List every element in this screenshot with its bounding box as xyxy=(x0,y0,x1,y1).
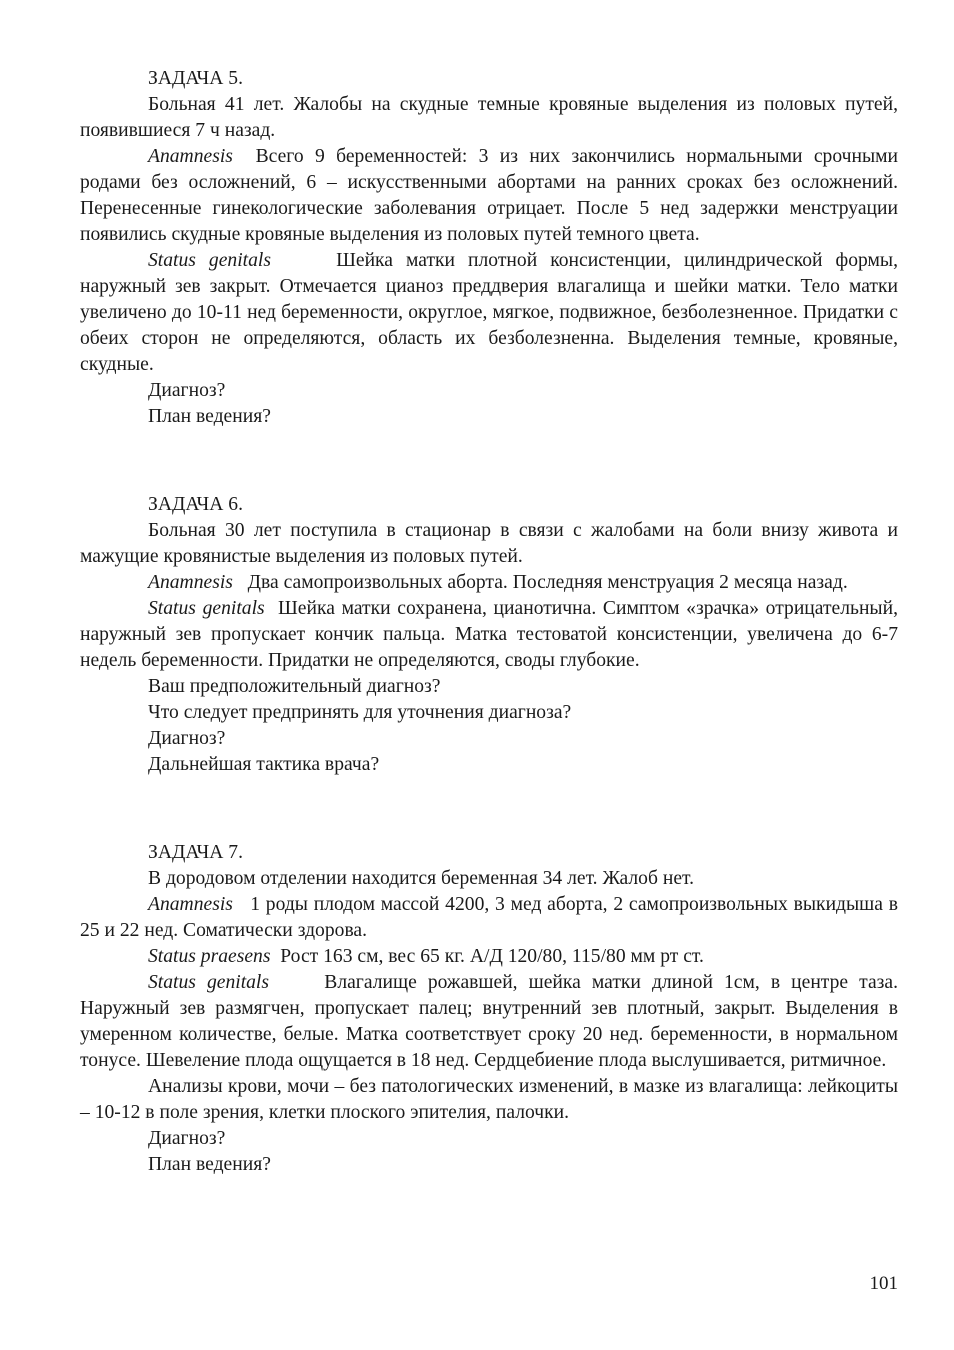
task-status-genitals xyxy=(80,596,898,674)
status-genitals-label: Status genitals xyxy=(148,250,271,271)
task-question: План ведения? xyxy=(148,1154,271,1175)
task-status-genitals xyxy=(80,248,898,378)
task-title: ЗАДАЧА 5. xyxy=(148,68,243,89)
task-title: ЗАДАЧА 6. xyxy=(148,494,243,515)
status-praesens-label: Status praesens xyxy=(148,946,271,967)
task-analyses: Анализы крови, мочи – без патологических изменений, в мазке из влагалища: лейкоциты – 10-12 в поле зрения, клетки плоского эпителия, палочки. xyxy=(80,1076,898,1123)
document-page xyxy=(80,66,898,1178)
status-genitals-text: Влагалище рожавшей, шейка матки длиной 1см, в центре таза. Наружный зев размягчен, пропускает палец; внутренний зев плотный, закрыт. Выделения в умеренном количестве, белые. Матка соответствует сроку 20 нед. беременности, в нормальном тонусе. Шевеление плода ощущается в 18 нед. Сердцебиение плода выслушивается, ритмичное. xyxy=(80,972,898,1071)
task-question: Дальнейшая тактика врача? xyxy=(148,754,380,775)
anamnesis-label: Anamnesis xyxy=(148,572,233,593)
task-anamnesis xyxy=(80,892,898,944)
anamnesis-text: Всего 9 беременностей: 3 из них закончились нормальными срочными родами без осложнений, 6 – искусственными абортами на ранних сроках без осложнений. Перенесенные гинекологические заболевания отрицает. После 5 нед задержки менструации появились скудные кровяные выделения из половых путей темного цвета. xyxy=(80,146,898,245)
task-complaint: Больная 30 лет поступила в стационар в связи с жалобами на боли внизу живота и мажущие кровянистые выделения из половых путей. xyxy=(80,520,898,567)
anamnesis-text: 1 роды плодом массой 4200, 3 мед аборта, 2 самопроизвольных выкидыша в 25 и 22 нед. Соматически здорова. xyxy=(80,894,898,941)
task-anamnesis xyxy=(80,570,898,596)
status-genitals-text: Шейка матки сохранена, цианотична. Симптом «зрачка» отрицательный, наружный зев пропускает кончик пальца. Матка тестоватой консистенции, увеличена до 6-7 недель беременности. Придатки не определяются, своды глубокие. xyxy=(80,598,898,671)
task-complaint: В дородовом отделении находится беременная 34 лет. Жалоб нет. xyxy=(148,868,695,889)
page-number: 101 xyxy=(869,1273,898,1294)
anamnesis-text: Два самопроизвольных аборта. Последняя менструация 2 месяца назад. xyxy=(247,572,848,593)
task-question: Что следует предпринять для уточнения диагноза? xyxy=(148,702,572,723)
status-genitals-label: Status genitals xyxy=(148,598,265,619)
task-6 xyxy=(80,492,898,778)
anamnesis-label: Anamnesis xyxy=(148,894,233,915)
task-question: Ваш предположительный диагноз? xyxy=(148,676,441,697)
task-status-praesens xyxy=(80,944,898,970)
status-genitals-label: Status genitals xyxy=(148,972,269,993)
status-genitals-text: Шейка матки плотной консистенции, цилиндрической формы, наружный зев закрыт. Отмечается цианоз преддверия влагалища и шейки матки. Тело матки увеличено до 10-11 нед беременности, округлое, мягкое, подвижное, безболезненное. Придатки с обеих сторон не определяются, область их безболезненна. Выделения темные, кровяные, скудные. xyxy=(80,250,898,375)
task-question: План ведения? xyxy=(148,406,271,427)
task-complaint: Больная 41 лет. Жалобы на скудные темные кровяные выделения из половых путей, появившиеся 7 ч назад. xyxy=(80,94,898,141)
task-status-genitals xyxy=(80,970,898,1074)
task-5 xyxy=(80,66,898,430)
task-question: Диагноз? xyxy=(148,1128,226,1149)
task-anamnesis xyxy=(80,144,898,248)
status-praesens-text: Рост 163 см, вес 65 кг. А/Д 120/80, 115/80 мм рт ст. xyxy=(280,946,704,967)
task-7 xyxy=(80,840,898,1178)
anamnesis-label: Anamnesis xyxy=(148,146,233,167)
task-question: Диагноз? xyxy=(148,380,226,401)
task-question: Диагноз? xyxy=(148,728,226,749)
task-title: ЗАДАЧА 7. xyxy=(148,842,243,863)
